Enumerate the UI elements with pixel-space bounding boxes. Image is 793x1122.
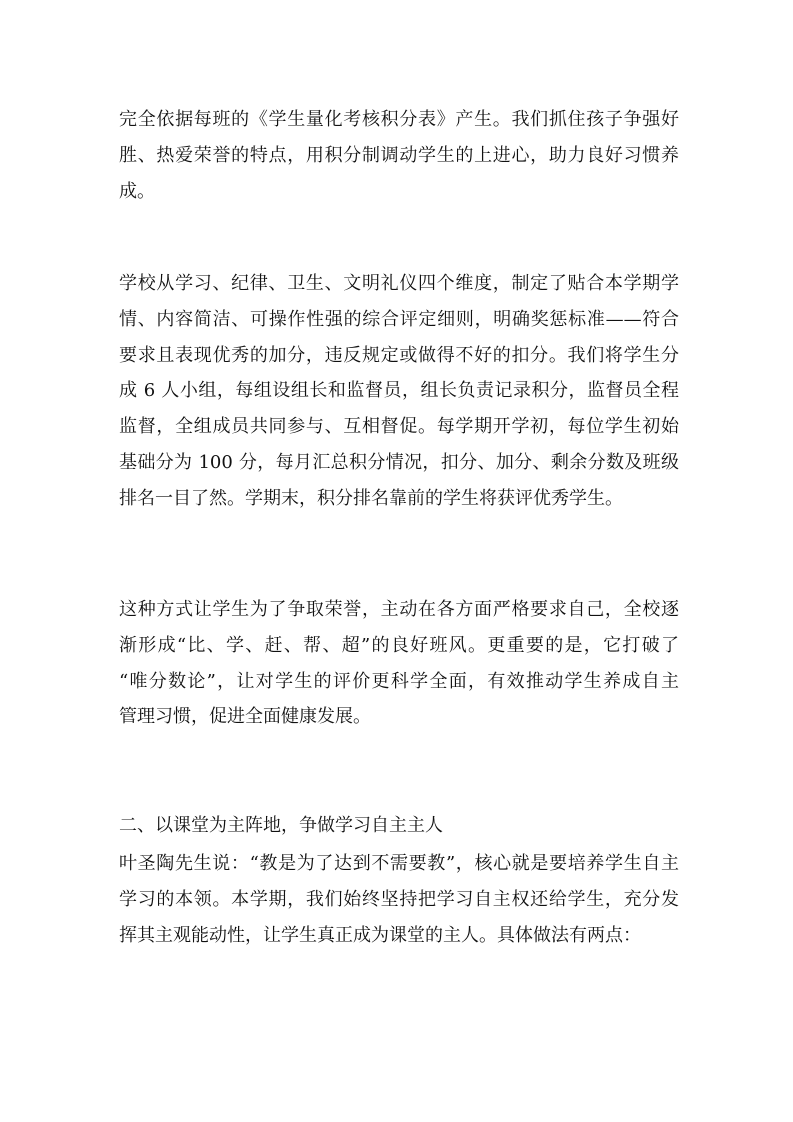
text-line: 情、内容简洁、可操作性强的综合评定细则，明确奖惩标准——符合 <box>119 308 679 330</box>
text-line: 完全依据每班的《学生量化考核积分表》产生。我们抓住孩子争强好 <box>119 109 679 130</box>
paragraph-points-origin <box>119 102 679 209</box>
paragraph-classroom <box>119 846 679 953</box>
text-line: 学习的本领。本学期，我们始终坚持把学习自主权还给学生，充分发 <box>119 888 679 910</box>
text-line: 这种方式让学生为了争取荣誉，主动在各方面严格要求自己，全校逐 <box>119 599 679 620</box>
text-line: 叶圣陶先生说：“教是为了达到不需要教”，核心就是要培养学生自主 <box>119 853 679 874</box>
text-line: 学校从学习、纪律、卫生、文明礼仪四个维度，制定了贴合本学期学 <box>119 273 679 294</box>
paragraph-effects <box>119 592 679 735</box>
section-heading: 二、以课堂为主阵地，争做学习自主主人 <box>119 815 443 836</box>
paragraph-evaluation-rules <box>119 266 679 517</box>
text-line: “唯分数论”，让对学生的评价更科学全面，有效推动学生养成自主 <box>119 670 679 692</box>
text-line: 要求且表现优秀的加分，违反规定或做得不好的扣分。我们将学生分 <box>119 344 679 366</box>
text-line: 渐形成“比、学、赶、帮、超”的良好班风。更重要的是，它打破了 <box>119 634 679 656</box>
text-line: 监督，全组成员共同参与、互相督促。每学期开学初，每位学生初始 <box>119 416 679 438</box>
text-line: 成 6 人小组，每组设组长和监督员，组长负责记录积分，监督员全程 <box>119 380 679 402</box>
text-line: 胜、热爱荣誉的特点，用积分制调动学生的上进心，助力良好习惯养 <box>119 144 679 166</box>
text-line: 成。 <box>119 180 155 202</box>
text-line: 挥其主观能动性，让学生真正成为课堂的主人。具体做法有两点： <box>119 924 641 946</box>
text-line: 基础分为 100 分，每月汇总积分情况，扣分、加分、剩余分数及班级 <box>119 451 679 473</box>
text-line: 管理习惯，促进全面健康发展。 <box>119 706 371 728</box>
text-line: 排名一目了然。学期末，积分排名靠前的学生将获评优秀学生。 <box>119 487 623 509</box>
